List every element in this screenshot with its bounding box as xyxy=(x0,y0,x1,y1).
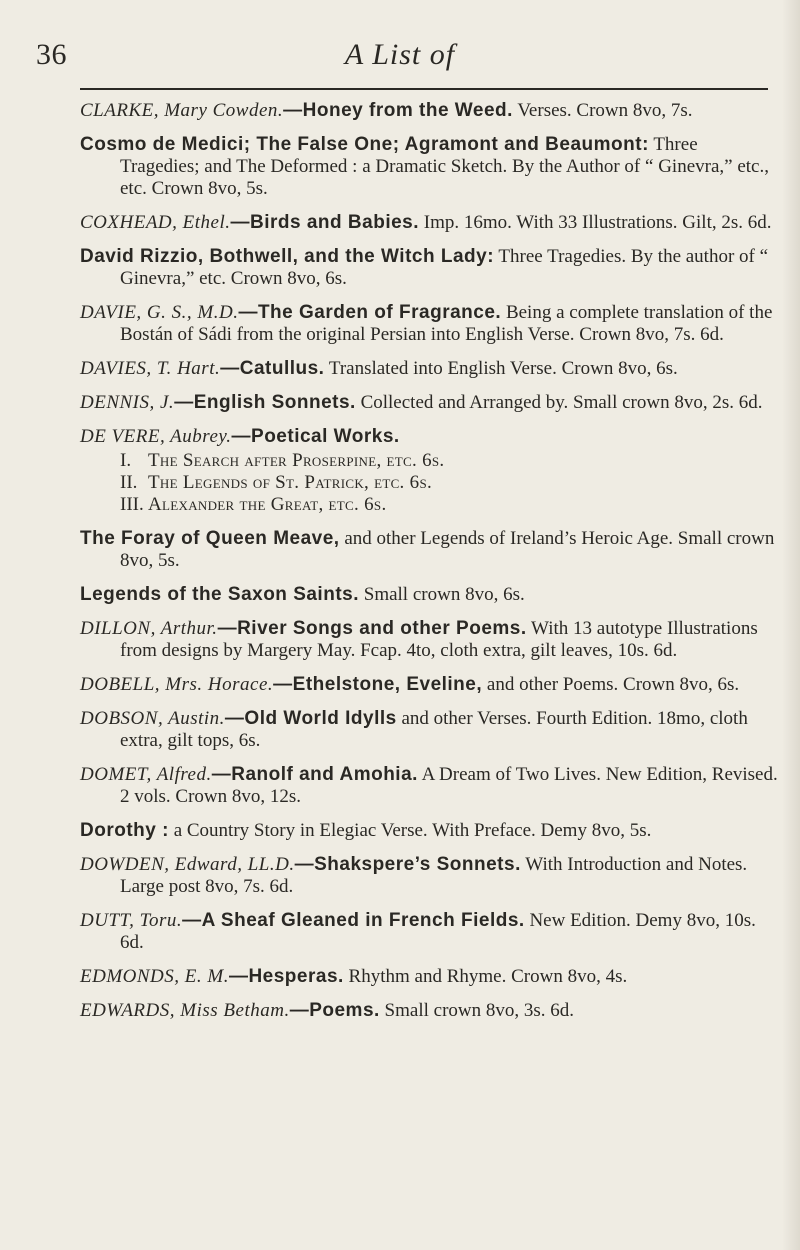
entry-author: DOBELL, Mrs. Horace. xyxy=(80,674,274,695)
catalogue-entry xyxy=(80,302,780,346)
entry-description: Translated into English Verse. Crown 8vo, 6s. xyxy=(324,358,678,379)
entry-description: Small crown 8vo, 6s. xyxy=(359,584,525,605)
catalogue-entry xyxy=(80,212,780,234)
catalogue-entry xyxy=(80,392,780,414)
entry-title: —Birds and Babies. xyxy=(230,212,420,233)
entry-author: DAVIES, T. Hart. xyxy=(80,358,221,379)
entry-author: EDMONDS, E. M. xyxy=(80,966,229,987)
header-rule xyxy=(80,88,768,90)
entry-title: —River Songs and other Poems. xyxy=(217,618,527,639)
entry-author: CLARKE, Mary Cowden. xyxy=(80,100,284,121)
entry-description: Three Tragedies. By the author of “ Ginevra,” etc. Crown 8vo, 6s. xyxy=(120,246,769,289)
sub-entry-text: The Legends of St. Patrick, etc. 6s. xyxy=(148,472,433,493)
entry-title: —Catullus. xyxy=(220,358,325,379)
entry-author: DOMET, Alfred. xyxy=(80,764,212,785)
entry-title: Legends of the Saxon Saints. xyxy=(80,584,359,605)
entry-description: New Edition. Demy 8vo, 10s. 6d. xyxy=(120,910,756,953)
entry-title: —Poems. xyxy=(289,1000,380,1021)
entry-author: DILLON, Arthur. xyxy=(80,618,218,639)
catalogue-entry xyxy=(80,764,780,808)
entry-title: —English Sonnets. xyxy=(174,392,356,413)
entry-title: —A Sheaf Gleaned in French Fields. xyxy=(182,910,525,931)
entry-description: and other Legends of Ireland’s Heroic Age. Small crown 8vo, 5s. xyxy=(120,528,775,571)
entry-description: Collected and Arranged by. Small crown 8vo, 2s. 6d. xyxy=(355,392,763,413)
catalogue-entry xyxy=(80,528,780,572)
entry-description: Rhythm and Rhyme. Crown 8vo, 4s. xyxy=(343,966,628,987)
entry-title: —Old World Idylls xyxy=(224,708,397,729)
sub-entry-number: III. xyxy=(120,494,144,515)
entry-description: Verses. Crown 8vo, 7s. xyxy=(512,100,693,121)
sub-entry xyxy=(80,450,780,472)
entry-title: —Ranolf and Amohia. xyxy=(211,764,418,785)
entry-description: and other Poems. Crown 8vo, 6s. xyxy=(482,674,740,695)
catalogue-entry xyxy=(80,618,780,662)
entry-title: David Rizzio, Bothwell, and the Witch Lady: xyxy=(80,246,495,267)
entry-author: DENNIS, J. xyxy=(80,392,175,413)
catalogue-entry xyxy=(80,820,780,842)
entry-description: Being a complete translation of the Bostán of Sádi from the original Persian into English Verse. Crown 8vo, 7s. 6d. xyxy=(120,302,773,345)
entry-author: DOBSON, Austin. xyxy=(80,708,225,729)
sub-entry-number: II. xyxy=(120,472,138,493)
entry-description: With 13 autotype Illustrations from designs by Margery May. Fcap. 4to, cloth extra, gilt leaves, 10s. 6d. xyxy=(120,618,758,661)
catalogue-entry xyxy=(80,1000,780,1022)
entry-title: Dorothy : xyxy=(80,820,169,841)
entry-description: With Introduction and Notes. Large post 8vo, 7s. 6d. xyxy=(120,854,748,897)
catalogue-entry xyxy=(80,674,780,696)
entry-author: DE VERE, Aubrey. xyxy=(80,426,232,447)
entry-description: A Dream of Two Lives. New Edition, Revised. 2 vols. Crown 8vo, 12s. xyxy=(120,764,778,807)
entry-author: DUTT, Toru. xyxy=(80,910,183,931)
running-title: A List of xyxy=(344,38,456,71)
entry-author: COXHEAD, Ethel. xyxy=(80,212,231,233)
entry-title: —Hesperas. xyxy=(228,966,344,987)
entry-author: DAVIE, G. S., M.D. xyxy=(80,302,239,323)
page-number: 36 xyxy=(36,38,67,71)
catalogue-entry xyxy=(80,708,780,752)
entry-description: Small crown 8vo, 3s. 6d. xyxy=(379,1000,575,1021)
catalogue-entry xyxy=(80,426,780,448)
sub-entry-text: Alexander the Great, etc. 6s. xyxy=(148,494,387,515)
entry-title: —The Garden of Fragrance. xyxy=(238,302,502,323)
entry-title: Cosmo de Medici; The False One; Agramont and Beaumont: xyxy=(80,134,649,155)
entry-title: The Foray of Queen Meave, xyxy=(80,528,340,549)
sub-entry-text: The Search after Proserpine, etc. 6s. xyxy=(148,450,445,471)
entry-title: —Shakspere’s Sonnets. xyxy=(294,854,521,875)
entry-author: EDWARDS, Miss Betham. xyxy=(80,1000,290,1021)
catalogue-entry xyxy=(80,134,780,200)
page-edge-shadow xyxy=(782,0,800,1250)
catalogue-list xyxy=(80,100,780,1034)
catalogue-entry xyxy=(80,584,780,606)
entry-description: Imp. 16mo. With 33 Illustrations. Gilt, 2s. 6d. xyxy=(419,212,772,233)
catalogue-entry xyxy=(80,910,780,954)
entry-title: —Honey from the Weed. xyxy=(283,100,513,121)
catalogue-entry xyxy=(80,358,780,380)
entry-author: DOWDEN, Edward, LL.D. xyxy=(80,854,295,875)
sub-entry xyxy=(80,494,780,516)
entry-description: a Country Story in Elegiac Verse. With Preface. Demy 8vo, 5s. xyxy=(168,820,652,841)
page-header xyxy=(0,38,800,78)
catalogue-entry xyxy=(80,100,780,122)
catalogue-entry xyxy=(80,966,780,988)
catalogue-entry xyxy=(80,854,780,898)
entry-title: —Ethelstone, Eveline, xyxy=(273,674,483,695)
sub-entry xyxy=(80,472,780,494)
entry-description: Three Tragedies; and The Deformed : a Dramatic Sketch. By the Author of “ Ginevra,” etc., etc. Crown 8vo, 5s. xyxy=(120,134,769,199)
entry-title: —Poetical Works. xyxy=(231,426,400,447)
sub-entry-number: I. xyxy=(120,450,132,471)
entry-description: and other Verses. Fourth Edition. 18mo, cloth extra, gilt tops, 6s. xyxy=(120,708,748,751)
catalogue-entry xyxy=(80,246,780,290)
